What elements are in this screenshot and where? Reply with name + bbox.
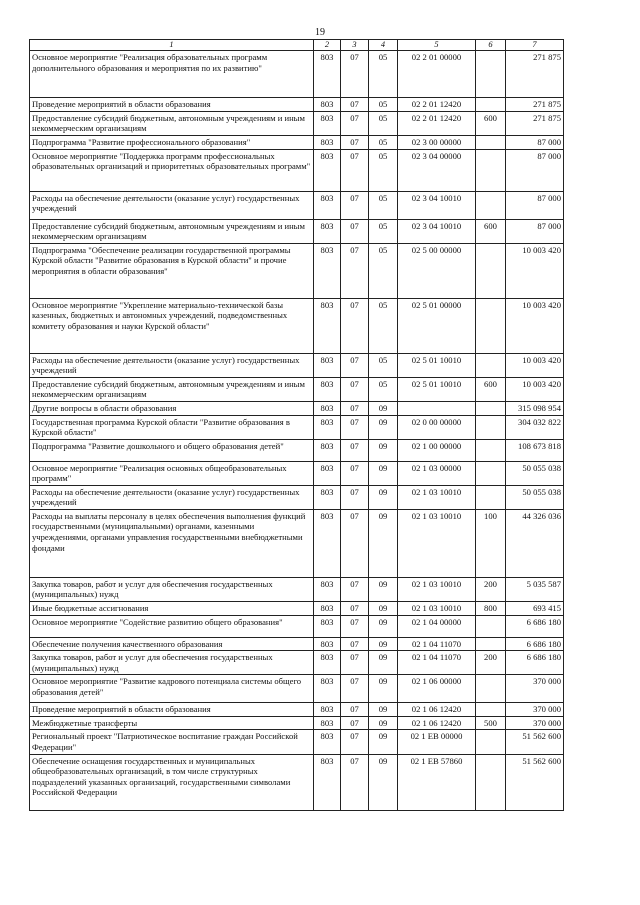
row-ministry-code: 803 (314, 51, 341, 98)
row-name: Обеспечение получения качественного образования (30, 637, 314, 651)
row-expense-type (476, 149, 506, 191)
row-expense-type (476, 675, 506, 703)
row-name: Расходы на выплаты персоналу в целях обеспечения выполнения функций государственными (муниципальными) органами, казенными учреждениями, органами управления государственными внебюджетными фондами (30, 509, 314, 577)
row-subsection: 09 (369, 615, 398, 637)
row-name: Иные бюджетные ассигнования (30, 602, 314, 616)
row-expense-type: 200 (476, 577, 506, 601)
row-subsection: 09 (369, 415, 398, 439)
table-row (30, 149, 564, 191)
table-row (30, 730, 564, 754)
table-row (30, 191, 564, 219)
row-name: Другие вопросы в области образования (30, 401, 314, 415)
row-amount: 108 673 818 (506, 439, 564, 461)
table-row (30, 509, 564, 577)
row-ministry-code: 803 (314, 615, 341, 637)
row-section: 07 (341, 602, 369, 616)
table-row (30, 401, 564, 415)
row-ministry-code: 803 (314, 651, 341, 675)
row-section: 07 (341, 730, 369, 754)
row-ministry-code: 803 (314, 111, 341, 135)
table-row (30, 615, 564, 637)
header-col-3: 3 (341, 40, 369, 51)
row-section: 07 (341, 439, 369, 461)
row-name: Подпрограмма "Развитие дошкольного и общего образования детей" (30, 439, 314, 461)
row-section: 07 (341, 716, 369, 730)
table-row (30, 219, 564, 243)
header-col-1: 1 (30, 40, 314, 51)
row-expense-type: 100 (476, 509, 506, 577)
table-row (30, 716, 564, 730)
table-row (30, 637, 564, 651)
row-target-article: 02 1 06 00000 (398, 675, 476, 703)
header-col-4: 4 (369, 40, 398, 51)
row-expense-type: 600 (476, 219, 506, 243)
row-target-article: 02 5 00 00000 (398, 243, 476, 298)
row-ministry-code: 803 (314, 401, 341, 415)
row-subsection: 05 (369, 136, 398, 150)
row-section: 07 (341, 401, 369, 415)
row-name: Предоставление субсидий бюджетным, автономным учреждениям и иным некоммерческим организациям (30, 377, 314, 401)
row-amount: 44 326 036 (506, 509, 564, 577)
row-ministry-code: 803 (314, 703, 341, 717)
row-amount: 370 000 (506, 675, 564, 703)
row-ministry-code: 803 (314, 415, 341, 439)
row-expense-type (476, 485, 506, 509)
row-expense-type: 800 (476, 602, 506, 616)
row-ministry-code: 803 (314, 461, 341, 485)
table-body (30, 51, 564, 810)
row-name: Основное мероприятие "Реализация основных общеобразовательных программ" (30, 461, 314, 485)
row-expense-type: 500 (476, 716, 506, 730)
row-target-article: 02 3 04 10010 (398, 191, 476, 219)
row-ministry-code: 803 (314, 485, 341, 509)
row-name: Расходы на обеспечение деятельности (оказание услуг) государственных учреждений (30, 191, 314, 219)
row-amount: 370 000 (506, 716, 564, 730)
row-ministry-code: 803 (314, 716, 341, 730)
row-target-article: 02 1 04 11070 (398, 651, 476, 675)
row-amount: 6 686 180 (506, 615, 564, 637)
row-ministry-code: 803 (314, 191, 341, 219)
row-section: 07 (341, 651, 369, 675)
row-section: 07 (341, 111, 369, 135)
row-ministry-code: 803 (314, 730, 341, 754)
row-subsection: 05 (369, 111, 398, 135)
table-row (30, 675, 564, 703)
row-expense-type (476, 461, 506, 485)
row-subsection: 05 (369, 377, 398, 401)
row-target-article: 02 2 01 12420 (398, 98, 476, 112)
row-subsection: 09 (369, 637, 398, 651)
table-row (30, 651, 564, 675)
row-subsection: 09 (369, 401, 398, 415)
row-amount: 271 875 (506, 51, 564, 98)
table-row (30, 136, 564, 150)
table-row (30, 602, 564, 616)
row-expense-type (476, 51, 506, 98)
row-name: Проведение мероприятий в области образования (30, 98, 314, 112)
table-row (30, 51, 564, 98)
table-row (30, 98, 564, 112)
row-name: Закупка товаров, работ и услуг для обеспечения государственных (муниципальных) нужд (30, 577, 314, 601)
row-target-article: 02 1 00 00000 (398, 439, 476, 461)
row-subsection: 05 (369, 191, 398, 219)
row-name: Подпрограмма "Обеспечение реализации государственной программы Курской области "Развитие образования в Курской области" и прочие мероприятия в области образования" (30, 243, 314, 298)
row-section: 07 (341, 377, 369, 401)
table-row (30, 353, 564, 377)
row-name: Закупка товаров, работ и услуг для обеспечения государственных (муниципальных) нужд (30, 651, 314, 675)
row-section: 07 (341, 353, 369, 377)
row-subsection: 09 (369, 439, 398, 461)
row-amount: 304 032 822 (506, 415, 564, 439)
row-ministry-code: 803 (314, 243, 341, 298)
row-amount: 50 055 038 (506, 461, 564, 485)
budget-table (29, 39, 564, 811)
row-amount: 693 415 (506, 602, 564, 616)
row-target-article: 02 0 00 00000 (398, 415, 476, 439)
row-expense-type (476, 703, 506, 717)
row-ministry-code: 803 (314, 149, 341, 191)
row-expense-type (476, 243, 506, 298)
row-subsection: 09 (369, 754, 398, 810)
row-name: Региональный проект "Патриотическое воспитание граждан Российской Федерации" (30, 730, 314, 754)
row-expense-type (476, 754, 506, 810)
row-amount: 87 000 (506, 136, 564, 150)
row-amount: 87 000 (506, 219, 564, 243)
row-amount: 271 875 (506, 98, 564, 112)
row-amount: 6 686 180 (506, 651, 564, 675)
row-expense-type (476, 98, 506, 112)
row-target-article: 02 1 03 00000 (398, 461, 476, 485)
row-section: 07 (341, 703, 369, 717)
row-ministry-code: 803 (314, 219, 341, 243)
row-section: 07 (341, 149, 369, 191)
row-name: Основное мероприятие "Поддержка программ профессиональных образовательных организаций и приоритетных образовательных программ" (30, 149, 314, 191)
row-expense-type (476, 439, 506, 461)
table-row (30, 703, 564, 717)
table-row (30, 377, 564, 401)
row-expense-type (476, 353, 506, 377)
row-target-article: 02 3 04 10010 (398, 219, 476, 243)
row-name: Расходы на обеспечение деятельности (оказание услуг) государственных учреждений (30, 353, 314, 377)
row-expense-type (476, 136, 506, 150)
row-target-article: 02 1 03 10010 (398, 602, 476, 616)
row-subsection: 05 (369, 98, 398, 112)
row-section: 07 (341, 509, 369, 577)
row-subsection: 09 (369, 577, 398, 601)
row-ministry-code: 803 (314, 602, 341, 616)
page-number: 19 (315, 27, 325, 38)
row-ministry-code: 803 (314, 754, 341, 810)
row-subsection: 09 (369, 602, 398, 616)
row-target-article: 02 1 03 10010 (398, 577, 476, 601)
row-target-article: 02 5 01 10010 (398, 377, 476, 401)
row-target-article: 02 5 01 00000 (398, 298, 476, 353)
row-section: 07 (341, 615, 369, 637)
row-target-article: 02 1 EВ 57860 (398, 754, 476, 810)
row-amount: 87 000 (506, 149, 564, 191)
row-name: Межбюджетные трансферты (30, 716, 314, 730)
row-section: 07 (341, 637, 369, 651)
row-subsection: 05 (369, 243, 398, 298)
row-subsection: 09 (369, 675, 398, 703)
header-col-7: 7 (506, 40, 564, 51)
row-amount: 5 035 587 (506, 577, 564, 601)
row-target-article: 02 3 00 00000 (398, 136, 476, 150)
row-expense-type: 600 (476, 111, 506, 135)
row-name: Государственная программа Курской области "Развитие образования в Курской области" (30, 415, 314, 439)
row-section: 07 (341, 51, 369, 98)
table-row (30, 439, 564, 461)
row-amount: 10 003 420 (506, 243, 564, 298)
row-target-article: 02 1 06 12420 (398, 703, 476, 717)
row-name: Основное мероприятие "Содействие развитию общего образования" (30, 615, 314, 637)
table-row (30, 243, 564, 298)
row-subsection: 09 (369, 461, 398, 485)
row-subsection: 09 (369, 716, 398, 730)
row-section: 07 (341, 461, 369, 485)
row-amount: 51 562 600 (506, 754, 564, 810)
row-name: Проведение мероприятий в области образования (30, 703, 314, 717)
row-target-article: 02 1 03 10010 (398, 509, 476, 577)
row-subsection: 09 (369, 485, 398, 509)
row-expense-type: 600 (476, 377, 506, 401)
row-section: 07 (341, 191, 369, 219)
row-expense-type (476, 637, 506, 651)
row-subsection: 09 (369, 703, 398, 717)
row-name: Основное мероприятие "Укрепление материально-технической базы казенных, бюджетных и автономных учреждений, подведомственных комитету образования и науки Курской области" (30, 298, 314, 353)
row-amount: 10 003 420 (506, 377, 564, 401)
header-row (30, 40, 564, 51)
row-name: Обеспечение оснащения государственных и муниципальных общеобразовательных организаций, в том числе структурных подразделений указанных организаций, государственными символами Российской Федерации (30, 754, 314, 810)
row-subsection: 09 (369, 651, 398, 675)
row-section: 07 (341, 298, 369, 353)
row-amount: 10 003 420 (506, 353, 564, 377)
header-col-5: 5 (398, 40, 476, 51)
row-amount: 271 875 (506, 111, 564, 135)
row-name: Расходы на обеспечение деятельности (оказание услуг) государственных учреждений (30, 485, 314, 509)
row-target-article: 02 2 01 12420 (398, 111, 476, 135)
row-target-article: 02 1 EВ 00000 (398, 730, 476, 754)
row-target-article: 02 1 03 10010 (398, 485, 476, 509)
row-section: 07 (341, 675, 369, 703)
row-target-article: 02 2 01 00000 (398, 51, 476, 98)
row-target-article: 02 5 01 10010 (398, 353, 476, 377)
row-expense-type (476, 730, 506, 754)
row-ministry-code: 803 (314, 353, 341, 377)
row-name: Основное мероприятие "Реализация образовательных программ дополнительного образования и мероприятия по их развитию" (30, 51, 314, 98)
table-row (30, 111, 564, 135)
row-section: 07 (341, 98, 369, 112)
row-ministry-code: 803 (314, 637, 341, 651)
row-expense-type: 200 (476, 651, 506, 675)
row-ministry-code: 803 (314, 577, 341, 601)
row-section: 07 (341, 577, 369, 601)
row-section: 07 (341, 136, 369, 150)
row-name: Предоставление субсидий бюджетным, автономным учреждениям и иным некоммерческим организациям (30, 219, 314, 243)
row-subsection: 05 (369, 219, 398, 243)
row-section: 07 (341, 219, 369, 243)
row-target-article (398, 401, 476, 415)
row-subsection: 09 (369, 509, 398, 577)
row-name: Основное мероприятие "Развитие кадрового потенциала системы общего образования детей" (30, 675, 314, 703)
row-amount: 10 003 420 (506, 298, 564, 353)
row-section: 07 (341, 415, 369, 439)
row-ministry-code: 803 (314, 439, 341, 461)
row-amount: 315 098 954 (506, 401, 564, 415)
row-name: Предоставление субсидий бюджетным, автономным учреждениям и иным некоммерческим организациям (30, 111, 314, 135)
row-amount: 87 000 (506, 191, 564, 219)
row-subsection: 05 (369, 149, 398, 191)
row-ministry-code: 803 (314, 298, 341, 353)
row-subsection: 05 (369, 298, 398, 353)
row-ministry-code: 803 (314, 98, 341, 112)
row-expense-type (476, 298, 506, 353)
row-subsection: 05 (369, 353, 398, 377)
header-col-2: 2 (314, 40, 341, 51)
row-target-article: 02 1 04 00000 (398, 615, 476, 637)
row-amount: 50 055 038 (506, 485, 564, 509)
row-section: 07 (341, 485, 369, 509)
header-col-6: 6 (476, 40, 506, 51)
row-ministry-code: 803 (314, 136, 341, 150)
row-expense-type (476, 191, 506, 219)
row-amount: 51 562 600 (506, 730, 564, 754)
table-row (30, 485, 564, 509)
table-row (30, 577, 564, 601)
row-ministry-code: 803 (314, 509, 341, 577)
table-row (30, 415, 564, 439)
row-expense-type (476, 401, 506, 415)
row-amount: 6 686 180 (506, 637, 564, 651)
row-amount: 370 000 (506, 703, 564, 717)
row-subsection: 09 (369, 730, 398, 754)
row-ministry-code: 803 (314, 675, 341, 703)
row-target-article: 02 3 04 00000 (398, 149, 476, 191)
row-expense-type (476, 415, 506, 439)
row-expense-type (476, 615, 506, 637)
row-subsection: 05 (369, 51, 398, 98)
row-target-article: 02 1 06 12420 (398, 716, 476, 730)
row-ministry-code: 803 (314, 377, 341, 401)
row-name: Подпрограмма "Развитие профессионального образования" (30, 136, 314, 150)
table-row (30, 461, 564, 485)
table-row (30, 298, 564, 353)
row-section: 07 (341, 754, 369, 810)
table-row (30, 754, 564, 810)
row-section: 07 (341, 243, 369, 298)
row-target-article: 02 1 04 11070 (398, 637, 476, 651)
